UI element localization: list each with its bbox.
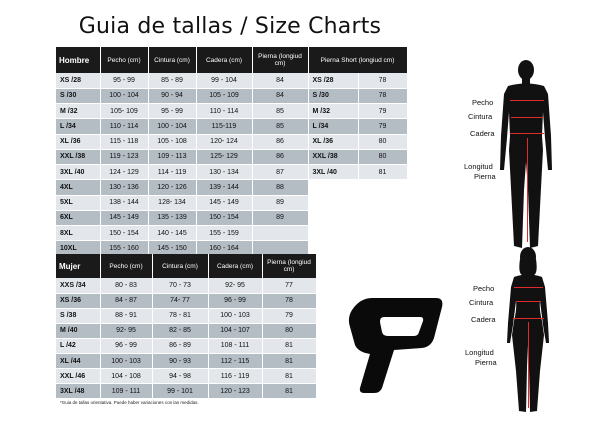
table-row [56, 210, 407, 225]
women-size-table [56, 254, 317, 399]
pierna-cell: 81 [262, 369, 316, 384]
pierna-short-cell [358, 241, 407, 256]
cadera-cell: 150 - 154 [196, 210, 252, 225]
women-header-cintura: Cintura (cm) [152, 254, 208, 278]
pecho-cell: 80 - 83 [100, 278, 152, 293]
cadera-cell: 160 - 164 [196, 241, 252, 256]
size-cell: 6XL [56, 210, 100, 225]
table-row [56, 165, 407, 180]
pecho-cell: 138 - 144 [100, 195, 148, 210]
short-size-cell: S /30 [308, 88, 358, 103]
size-cell: 8XL [56, 226, 100, 241]
female-label-cadera: Cadera [471, 315, 496, 324]
pierna-cell: 85 [252, 119, 308, 134]
table-row [56, 338, 316, 353]
pierna-cell: 89 [252, 195, 308, 210]
pecho-cell: 109 - 111 [100, 384, 152, 399]
cadera-cell: 100 - 103 [208, 308, 262, 323]
pierna-cell: 87 [252, 165, 308, 180]
size-cell: XXS /34 [56, 278, 100, 293]
pierna-short-cell: 81 [358, 165, 407, 180]
male-label-longitud: Longitud [464, 162, 493, 171]
male-leg-line [527, 138, 528, 242]
short-size-cell: L /34 [308, 119, 358, 134]
cadera-cell: 104 - 107 [208, 323, 262, 338]
size-cell: L /34 [56, 119, 100, 134]
pierna-cell: 85 [252, 104, 308, 119]
table-row [56, 180, 407, 195]
cintura-cell: 70 - 73 [152, 278, 208, 293]
female-label-cintura: Cintura [469, 298, 494, 307]
cadera-cell: 99 - 104 [196, 73, 252, 88]
pierna-short-cell: 78 [358, 88, 407, 103]
pecho-cell: 95 - 99 [100, 73, 148, 88]
size-cell: L /42 [56, 338, 100, 353]
men-header-pecho: Pecho (cm) [100, 47, 148, 73]
pecho-cell: 110 - 114 [100, 119, 148, 134]
female-hip-line [513, 318, 544, 319]
pierna-cell: 88 [252, 180, 308, 195]
table-row [56, 308, 316, 323]
cintura-cell: 128- 134 [148, 195, 196, 210]
men-header-pierna-short: Pierna Short (longiud cm) [308, 47, 407, 73]
female-label-pecho: Pecho [473, 284, 495, 293]
pierna-cell: 84 [252, 73, 308, 88]
cadera-cell: 155 - 159 [196, 226, 252, 241]
cadera-cell: 120 - 123 [208, 384, 262, 399]
women-label: Mujer [56, 254, 100, 278]
size-cell: 3XL /40 [56, 165, 100, 180]
female-label-pierna: Pierna [475, 358, 497, 367]
short-size-cell: XS /28 [308, 73, 358, 88]
pierna-cell [252, 226, 308, 241]
short-size-cell [308, 210, 358, 225]
pecho-cell: 100 - 103 [100, 353, 152, 368]
pierna-cell: 80 [262, 323, 316, 338]
pierna-cell: 89 [252, 210, 308, 225]
size-cell: XS /28 [56, 73, 100, 88]
pecho-cell: 130 - 136 [100, 180, 148, 195]
pierna-cell: 77 [262, 278, 316, 293]
table-row [56, 293, 316, 308]
cintura-cell: 145 - 150 [148, 241, 196, 256]
cintura-cell: 105 - 108 [148, 134, 196, 149]
size-cell: XS /36 [56, 293, 100, 308]
pierna-cell: 86 [252, 134, 308, 149]
table-row [56, 134, 407, 149]
pecho-cell: 96 - 99 [100, 338, 152, 353]
cintura-cell: 82 - 85 [152, 323, 208, 338]
cintura-cell: 140 - 145 [148, 226, 196, 241]
pecho-cell: 155 - 160 [100, 241, 148, 256]
cintura-cell: 114 - 119 [148, 165, 196, 180]
pierna-short-cell [358, 180, 407, 195]
size-cell: XXL /38 [56, 149, 100, 164]
pecho-cell: 119 - 123 [100, 149, 148, 164]
short-size-cell: XL /36 [308, 134, 358, 149]
men-header-row [56, 47, 407, 73]
male-label-cadera: Cadera [470, 129, 495, 138]
table-row [56, 369, 316, 384]
male-label-pecho: Pecho [472, 98, 494, 107]
cintura-cell: 120 - 126 [148, 180, 196, 195]
table-row [56, 195, 407, 210]
cadera-cell: 108 - 111 [208, 338, 262, 353]
cadera-cell: 92- 95 [208, 278, 262, 293]
pierna-short-cell [358, 195, 407, 210]
pierna-short-cell: 80 [358, 134, 407, 149]
page-title: Guia de tallas / Size Charts [78, 14, 382, 39]
pierna-cell: 81 [262, 338, 316, 353]
pierna-short-cell [358, 226, 407, 241]
short-size-cell: M /32 [308, 104, 358, 119]
table-row [56, 119, 407, 134]
women-header-row [56, 254, 316, 278]
pecho-cell: 105- 109 [100, 104, 148, 119]
female-leg-line [528, 322, 529, 408]
pierna-short-cell: 79 [358, 119, 407, 134]
cintura-cell: 100 - 104 [148, 119, 196, 134]
size-cell: S /38 [56, 308, 100, 323]
pierna-cell: 84 [252, 88, 308, 103]
pecho-cell: 145 - 149 [100, 210, 148, 225]
cintura-cell: 74- 77 [152, 293, 208, 308]
cintura-cell: 90 - 93 [152, 353, 208, 368]
cadera-cell: 130 - 134 [196, 165, 252, 180]
cadera-cell: 110 - 114 [196, 104, 252, 119]
table-row [56, 73, 407, 88]
pierna-cell: 81 [262, 353, 316, 368]
size-cell: XXL /46 [56, 369, 100, 384]
men-label: Hombre [56, 47, 100, 73]
cadera-cell: 139 - 144 [196, 180, 252, 195]
size-cell: M /32 [56, 104, 100, 119]
male-waist-line [511, 117, 543, 118]
short-size-cell: 3XL /40 [308, 165, 358, 180]
cadera-cell: 115-119 [196, 119, 252, 134]
cintura-cell: 109 - 113 [148, 149, 196, 164]
table-row [56, 278, 316, 293]
short-size-cell [308, 226, 358, 241]
men-size-table [56, 47, 408, 257]
cintura-cell: 94 - 98 [152, 369, 208, 384]
pierna-cell: 79 [262, 308, 316, 323]
table-row [56, 149, 407, 164]
pecho-cell: 115 - 118 [100, 134, 148, 149]
pecho-cell: 100 - 104 [100, 88, 148, 103]
cadera-cell: 96 - 99 [208, 293, 262, 308]
male-chest-line [510, 100, 544, 101]
male-hip-line [510, 133, 544, 134]
pierna-cell: 78 [262, 293, 316, 308]
table-row [56, 104, 407, 119]
size-cell: M /40 [56, 323, 100, 338]
pierna-short-cell: 80 [358, 149, 407, 164]
size-cell: S /30 [56, 88, 100, 103]
women-header-pecho: Pecho (cm) [100, 254, 152, 278]
table-row [56, 384, 316, 399]
pecho-cell: 92- 95 [100, 323, 152, 338]
cintura-cell: 78 - 81 [152, 308, 208, 323]
short-size-cell [308, 195, 358, 210]
pecho-cell: 150 - 154 [100, 226, 148, 241]
size-cell: 4XL [56, 180, 100, 195]
women-header-cadera: Cadera (cm) [208, 254, 262, 278]
female-label-longitud: Longitud [465, 348, 494, 357]
pecho-cell: 84 - 87 [100, 293, 152, 308]
pierna-cell: 86 [252, 149, 308, 164]
short-size-cell: XXL /38 [308, 149, 358, 164]
cintura-cell: 86 - 89 [152, 338, 208, 353]
cintura-cell: 85 - 89 [148, 73, 196, 88]
cadera-cell: 120- 124 [196, 134, 252, 149]
brand-logo [328, 292, 446, 396]
male-label-cintura: Cintura [468, 112, 493, 121]
cadera-cell: 105 - 109 [196, 88, 252, 103]
size-cell: XL /36 [56, 134, 100, 149]
cintura-cell: 90 - 94 [148, 88, 196, 103]
female-chest-line [514, 287, 543, 288]
pierna-short-cell: 78 [358, 73, 407, 88]
table-row [56, 353, 316, 368]
female-waist-line [516, 301, 541, 302]
pecho-cell: 124 - 129 [100, 165, 148, 180]
cadera-cell: 145 - 149 [196, 195, 252, 210]
pierna-short-cell: 79 [358, 104, 407, 119]
men-header-cadera: Cadera (cm) [196, 47, 252, 73]
size-chart-note: *Guia de tallas orientativa. Puede haber variaciones con las medidas. [60, 400, 199, 405]
table-row [56, 88, 407, 103]
size-cell: 3XL /48 [56, 384, 100, 399]
male-label-pierna: Pierna [474, 172, 496, 181]
table-row [56, 323, 316, 338]
cintura-cell: 135 - 139 [148, 210, 196, 225]
men-header-cintura: Cintura (cm) [148, 47, 196, 73]
cintura-cell: 95 - 99 [148, 104, 196, 119]
short-size-cell [308, 180, 358, 195]
size-cell: XL /44 [56, 353, 100, 368]
women-header-pierna: Pierna (longiud cm) [262, 254, 316, 278]
table-row [56, 226, 407, 241]
cintura-cell: 99 - 101 [152, 384, 208, 399]
cadera-cell: 125- 129 [196, 149, 252, 164]
cadera-cell: 116 - 119 [208, 369, 262, 384]
pecho-cell: 88 - 91 [100, 308, 152, 323]
size-cell: 10XL [56, 241, 100, 256]
cadera-cell: 112 - 115 [208, 353, 262, 368]
pierna-cell: 81 [262, 384, 316, 399]
size-cell: 5XL [56, 195, 100, 210]
pierna-short-cell [358, 210, 407, 225]
male-body-icon [494, 58, 558, 253]
pecho-cell: 104 - 108 [100, 369, 152, 384]
men-header-pierna: Pierna (longiud cm) [252, 47, 308, 73]
